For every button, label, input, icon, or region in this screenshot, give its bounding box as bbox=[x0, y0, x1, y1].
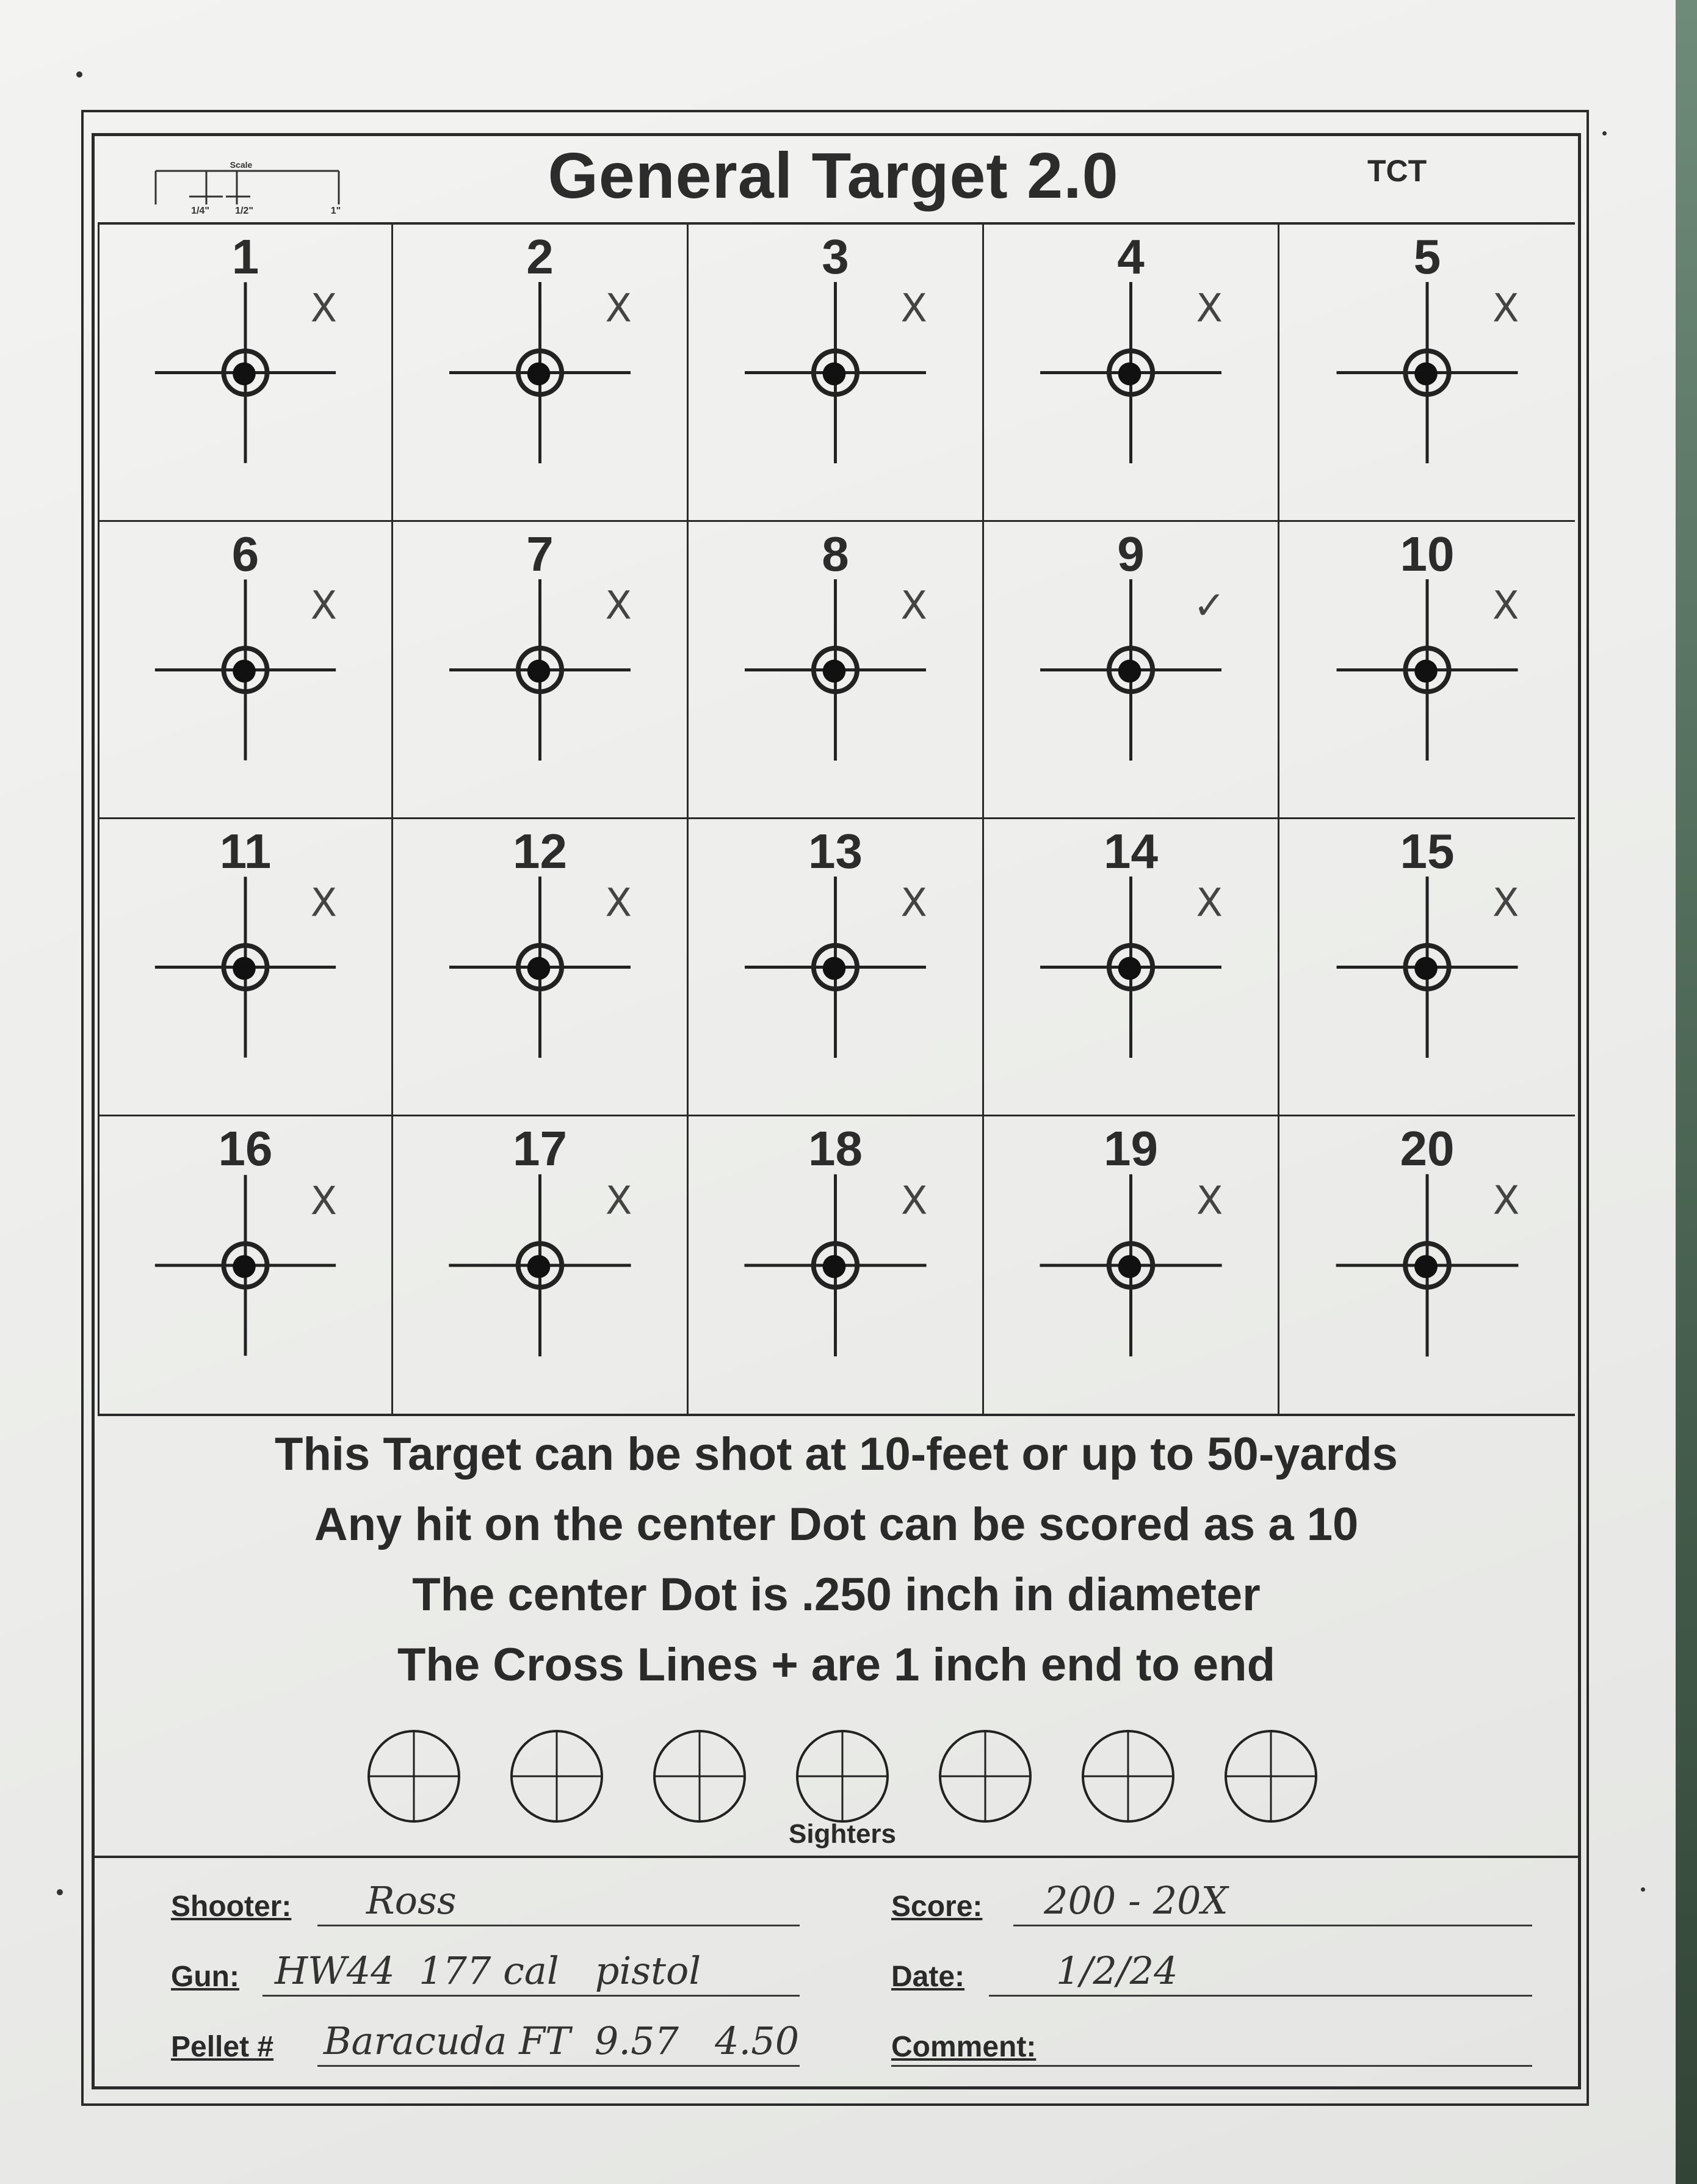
score-mark: X bbox=[310, 582, 338, 628]
pellet-hole bbox=[1414, 1255, 1438, 1278]
page-title: General Target 2.0 bbox=[548, 140, 1119, 212]
sighters-label: Sighters bbox=[788, 1819, 897, 1849]
target-cell bbox=[98, 819, 393, 1116]
pellet-hole bbox=[1414, 660, 1438, 683]
crosshair-target bbox=[689, 1116, 982, 1414]
score-mark: X bbox=[310, 285, 338, 331]
score-mark: X bbox=[900, 880, 927, 925]
score-mark: X bbox=[1196, 1177, 1223, 1223]
paper-speck bbox=[57, 1889, 63, 1895]
pellet-hole bbox=[1414, 957, 1438, 980]
target-number: 18 bbox=[808, 1121, 863, 1176]
pellet-hole bbox=[233, 957, 256, 980]
gun-field[interactable] bbox=[171, 1950, 800, 1999]
score-mark: X bbox=[605, 880, 632, 925]
shooter-label: Shooter: bbox=[171, 1890, 292, 1923]
paper-speck bbox=[1641, 1887, 1645, 1892]
pellet-hole bbox=[1118, 660, 1142, 683]
crosshair-target bbox=[1279, 819, 1575, 1115]
pellet-label: Pellet # bbox=[171, 2031, 274, 2063]
pellet-hole bbox=[233, 363, 256, 386]
target-cell bbox=[98, 225, 393, 522]
target-cell bbox=[984, 819, 1279, 1116]
score-mark: X bbox=[900, 285, 927, 331]
target-cell bbox=[98, 1116, 393, 1414]
target-cell bbox=[1279, 225, 1575, 522]
target-cell bbox=[689, 522, 984, 819]
target-cell bbox=[393, 225, 689, 522]
target-cell bbox=[393, 1116, 689, 1414]
crosshair-target bbox=[689, 819, 982, 1115]
target-cell bbox=[689, 1116, 984, 1414]
gun-label: Gun: bbox=[171, 1961, 239, 1993]
table-surface bbox=[1676, 0, 1697, 2184]
target-number: 4 bbox=[1117, 230, 1145, 284]
crosshair-target bbox=[100, 522, 391, 817]
score-mark: X bbox=[605, 1177, 632, 1223]
date-value[interactable]: 1/2/24 bbox=[1056, 1948, 1178, 1993]
target-number: 20 bbox=[1400, 1121, 1455, 1176]
sighter-row bbox=[366, 1721, 1319, 1831]
target-number: 8 bbox=[822, 527, 849, 581]
pellet-line bbox=[317, 2065, 800, 2067]
score-mark: X bbox=[900, 582, 927, 628]
scale-mark-quarter: 1/4" bbox=[191, 206, 209, 216]
score-mark: X bbox=[310, 1178, 338, 1224]
score-mark: X bbox=[1492, 285, 1519, 331]
form-divider bbox=[95, 1856, 1578, 1858]
sighter-target bbox=[509, 1729, 604, 1824]
score-mark: ✓ bbox=[1193, 582, 1226, 628]
paper-speck bbox=[76, 71, 82, 78]
scale-label: Scale bbox=[230, 160, 253, 170]
crosshair-target bbox=[689, 522, 982, 817]
pellet-hole bbox=[823, 660, 846, 683]
target-cell bbox=[689, 225, 984, 522]
crosshair-target bbox=[100, 225, 391, 520]
score-mark: X bbox=[605, 582, 632, 628]
gun-line bbox=[262, 1995, 800, 1997]
target-cell bbox=[689, 819, 984, 1116]
crosshair-target bbox=[1279, 522, 1575, 817]
score-mark: X bbox=[1492, 582, 1519, 628]
crosshair-target bbox=[984, 522, 1278, 817]
target-number: 15 bbox=[1400, 824, 1455, 878]
target-cell bbox=[1279, 522, 1575, 819]
sighter-target bbox=[1080, 1729, 1176, 1824]
target-cell bbox=[984, 522, 1279, 819]
target-cell bbox=[98, 522, 393, 819]
scale-mark-inch: 1" bbox=[330, 206, 341, 216]
score-line bbox=[1013, 1925, 1532, 1926]
target-number: 5 bbox=[1413, 230, 1441, 284]
instruction-line: The Cross Lines + are 1 inch end to end bbox=[397, 1639, 1276, 1691]
pellet-hole bbox=[1118, 1255, 1142, 1278]
crosshair-target bbox=[984, 819, 1278, 1115]
comment-line bbox=[891, 2065, 1532, 2067]
instruction-line: Any hit on the center Dot can be scored as a 10 bbox=[314, 1499, 1359, 1550]
score-value[interactable]: 200 - 20X bbox=[1044, 1878, 1228, 1923]
pellet-hole bbox=[527, 1255, 551, 1278]
target-number: 11 bbox=[219, 824, 272, 878]
target-number: 14 bbox=[1104, 824, 1158, 878]
crosshair-target bbox=[393, 522, 687, 817]
target-grid bbox=[98, 222, 1575, 1416]
pellet-hole bbox=[1118, 363, 1142, 386]
pellet-hole bbox=[233, 660, 256, 683]
crosshair-target bbox=[1279, 1116, 1575, 1414]
sighter-target bbox=[1223, 1729, 1319, 1824]
target-cell bbox=[1279, 1116, 1575, 1414]
paper-speck bbox=[1602, 131, 1607, 136]
score-mark: X bbox=[310, 880, 338, 925]
target-cell bbox=[1279, 819, 1575, 1116]
date-field[interactable] bbox=[891, 1950, 1532, 1999]
shooter-field[interactable] bbox=[171, 1880, 800, 1929]
score-mark: X bbox=[900, 1177, 928, 1223]
target-number: 6 bbox=[231, 527, 259, 581]
score-mark: X bbox=[605, 285, 632, 331]
crosshair-target bbox=[393, 1116, 687, 1414]
crosshair-target bbox=[393, 819, 687, 1115]
instruction-line: This Target can be shot at 10-feet or up to 50-yards bbox=[275, 1428, 1398, 1480]
pellet-hole bbox=[527, 957, 551, 980]
date-label: Date: bbox=[891, 1961, 965, 1993]
score-mark: X bbox=[1196, 880, 1223, 925]
gun-value[interactable]: HW44 177 cal pistol bbox=[275, 1948, 701, 1993]
sighter-target bbox=[795, 1729, 890, 1824]
sighter-target bbox=[938, 1729, 1033, 1824]
pellet-hole bbox=[233, 1255, 256, 1278]
comment-field[interactable] bbox=[891, 2020, 1532, 2069]
pellet-hole bbox=[823, 363, 846, 386]
target-cell bbox=[393, 522, 689, 819]
pellet-hole bbox=[527, 660, 551, 683]
target-number: 16 bbox=[218, 1121, 273, 1176]
sighter-target bbox=[366, 1729, 461, 1824]
target-cell bbox=[393, 819, 689, 1116]
crosshair-target bbox=[1279, 225, 1575, 520]
target-number: 13 bbox=[808, 824, 863, 878]
pellet-hole bbox=[1118, 957, 1142, 980]
pellet-hole bbox=[823, 1255, 846, 1278]
target-number: 12 bbox=[513, 824, 567, 878]
shooter-line bbox=[317, 1925, 800, 1926]
target-number: 17 bbox=[513, 1121, 567, 1176]
shooter-value[interactable]: Ross bbox=[366, 1878, 457, 1923]
target-cell bbox=[984, 1116, 1279, 1414]
scale-ruler bbox=[153, 156, 354, 217]
crosshair-target bbox=[984, 1116, 1278, 1414]
crosshair-target bbox=[984, 225, 1278, 520]
score-label: Score: bbox=[891, 1890, 983, 1923]
target-number: 2 bbox=[526, 230, 554, 284]
pellet-field[interactable] bbox=[171, 2020, 800, 2069]
date-line bbox=[989, 1995, 1532, 1997]
score-mark: X bbox=[1196, 285, 1223, 331]
score-field[interactable] bbox=[891, 1880, 1532, 1929]
pellet-hole bbox=[823, 957, 846, 980]
comment-label: Comment: bbox=[891, 2031, 1037, 2063]
sighter-target bbox=[652, 1729, 747, 1824]
pellet-value[interactable]: Baracuda FT 9.57 4.50 bbox=[324, 2019, 800, 2063]
pellet-hole bbox=[1414, 363, 1438, 386]
crosshair-target bbox=[689, 225, 982, 520]
target-number: 3 bbox=[822, 230, 849, 284]
target-number: 7 bbox=[526, 527, 554, 581]
target-number: 19 bbox=[1104, 1121, 1158, 1176]
instruction-line: The center Dot is .250 inch in diameter bbox=[412, 1569, 1261, 1621]
target-cell bbox=[984, 225, 1279, 522]
score-mark: X bbox=[1493, 1178, 1520, 1224]
target-number: 9 bbox=[1117, 527, 1145, 581]
score-mark: X bbox=[1492, 880, 1519, 925]
crosshair-target bbox=[100, 1116, 391, 1414]
target-number: 1 bbox=[231, 230, 259, 284]
instructions-block bbox=[98, 1419, 1575, 1700]
target-number: 10 bbox=[1400, 527, 1455, 581]
pellet-hole bbox=[527, 363, 551, 386]
scale-mark-half: 1/2" bbox=[235, 206, 253, 216]
crosshair-target bbox=[393, 225, 687, 520]
crosshair-target bbox=[100, 819, 391, 1115]
brand-label: TCT bbox=[1367, 154, 1427, 188]
